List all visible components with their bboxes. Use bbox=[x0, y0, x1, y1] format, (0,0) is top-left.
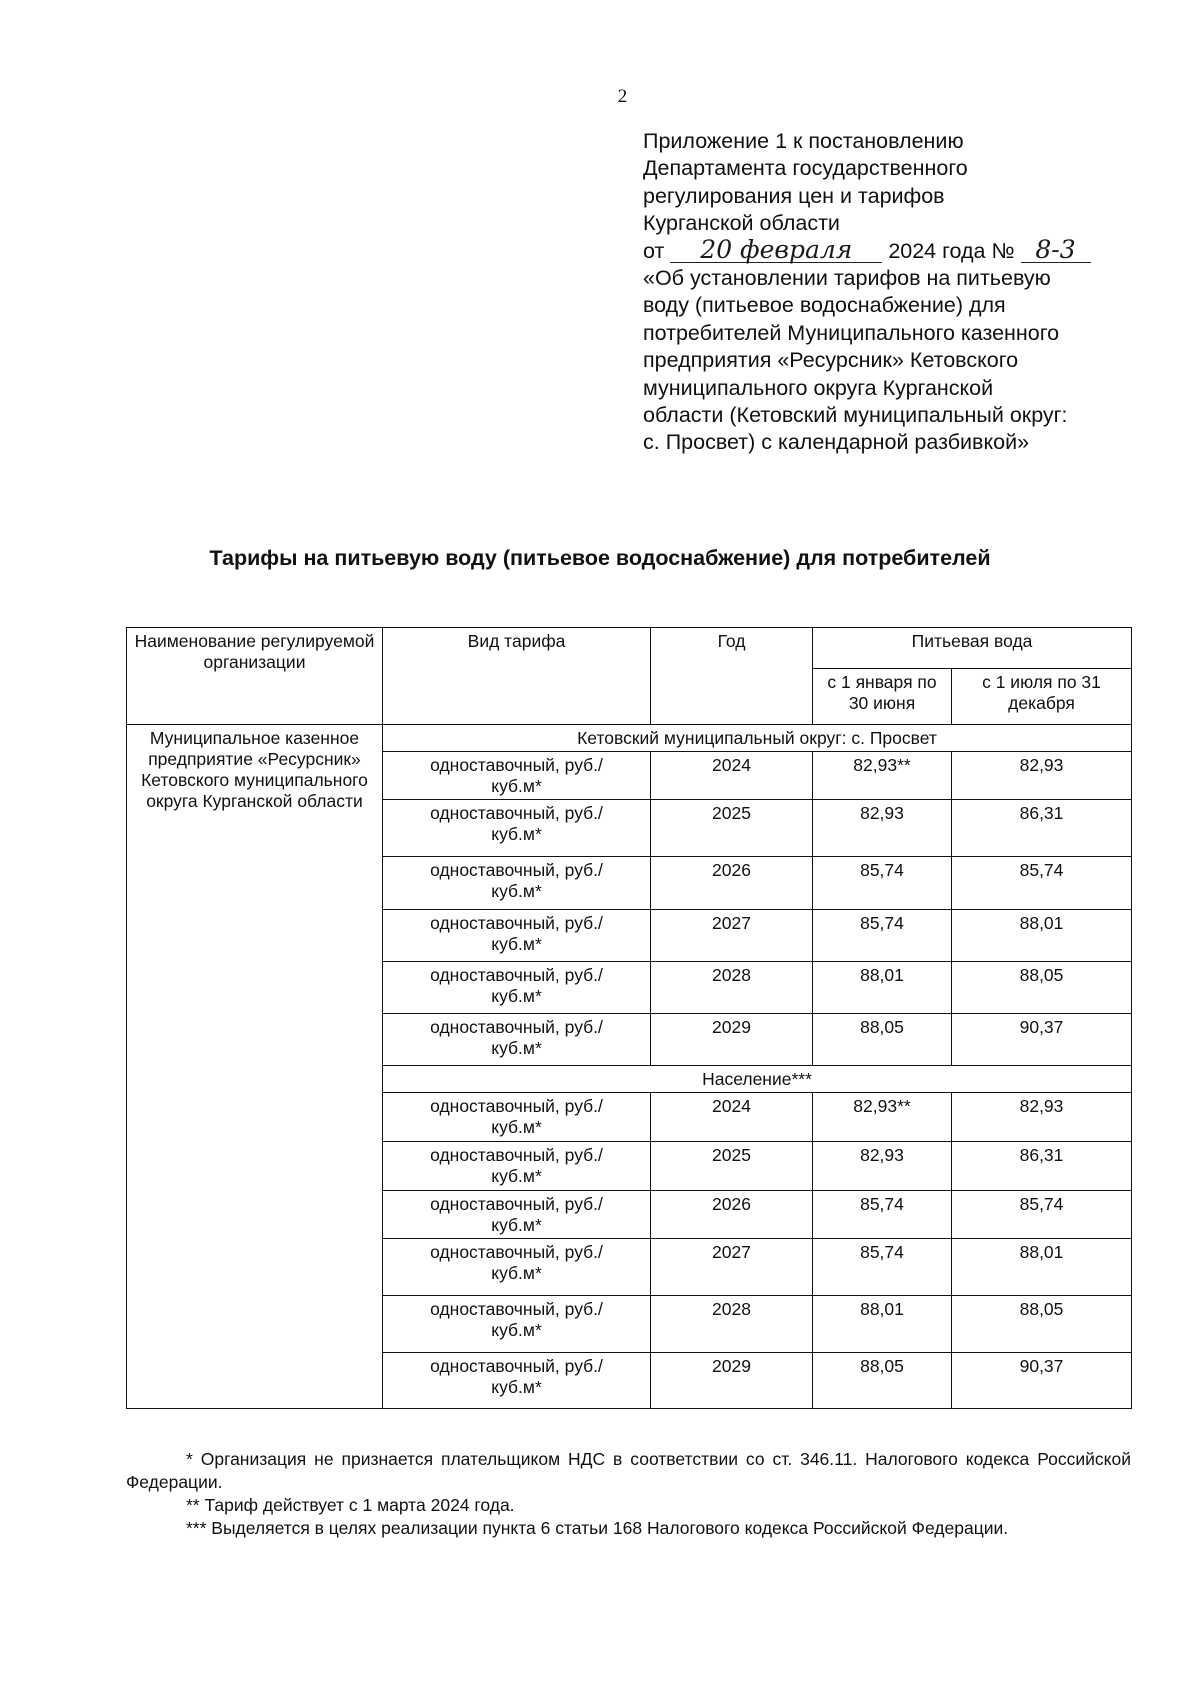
tariff-type-cell: одноставочный, руб./куб.м* bbox=[383, 800, 651, 857]
tariff-type-cell: одноставочный, руб./куб.м* bbox=[383, 1239, 651, 1296]
document-title: Тарифы на питьевую воду (питьевое водоснабжение) для потребителей bbox=[209, 546, 991, 570]
year-cell: 2027 bbox=[651, 1239, 813, 1296]
appendix-line: Приложение 1 к постановлению bbox=[643, 129, 964, 153]
header-year-label: Год bbox=[717, 631, 746, 651]
section-title: Население*** bbox=[383, 1066, 1132, 1093]
year-cell: 2025 bbox=[651, 800, 813, 857]
header-tariff-type-label: Вид тарифа bbox=[467, 631, 566, 651]
year-cell: 2029 bbox=[651, 1353, 813, 1409]
header-water bbox=[813, 628, 1132, 669]
second-half-value-cell: 86,31 bbox=[952, 800, 1132, 857]
tariff-type-cell: одноставочный, руб./куб.м* bbox=[383, 1142, 651, 1191]
year-cell: 2026 bbox=[651, 1191, 813, 1239]
footnote: *** Выделяется в целях реализации пункта 6 статьи 168 Налогового кодекса Российской Федерации. bbox=[186, 1518, 1009, 1538]
year-cell: 2025 bbox=[651, 1142, 813, 1191]
appendix-line: Курганской области bbox=[643, 211, 840, 236]
second-half-value-cell: 90,37 bbox=[952, 1014, 1132, 1066]
tariff-type-cell: одноставочный, руб./куб.м* bbox=[383, 1093, 651, 1142]
appendix-date-line bbox=[643, 234, 1153, 265]
first-half-value-cell: 88,01 bbox=[813, 962, 952, 1014]
second-half-value-cell: 88,01 bbox=[952, 1239, 1132, 1296]
tariff-type-cell: одноставочный, руб./куб.м* bbox=[383, 910, 651, 962]
header-org bbox=[127, 628, 383, 725]
first-half-value-cell: 85,74 bbox=[813, 1239, 952, 1296]
tariff-type-cell: одноставочный, руб./куб.м* bbox=[383, 962, 651, 1014]
appendix-title-line: «Об установлении тарифов на питьевую bbox=[643, 266, 1051, 291]
organization-cell: Муниципальное казенное предприятие «Ресурсник» Кетовского муниципального округа Курганской области bbox=[127, 725, 383, 1409]
year-cell: 2024 bbox=[651, 1093, 813, 1142]
appendix-title-line: области (Кетовский муниципальный округ: bbox=[643, 403, 1068, 428]
appendix-title-line: потребителей Муниципального казенного bbox=[643, 320, 1060, 345]
footnote: ** Тариф действует с 1 марта 2024 года. bbox=[186, 1495, 515, 1515]
handwritten-date: 20 февраля bbox=[670, 238, 882, 263]
header-period-1-label: с 1 января по 30 июня bbox=[827, 672, 937, 713]
appendix-title-line: муниципального округа Курганской bbox=[643, 375, 994, 400]
tariff-type-cell: одноставочный, руб./куб.м* bbox=[383, 752, 651, 800]
first-half-value-cell: 82,93 bbox=[813, 1142, 952, 1191]
header-period-2-label: с 1 июля по 31 декабря bbox=[982, 672, 1101, 713]
tariff-type-cell: одноставочный, руб./куб.м* bbox=[383, 1296, 651, 1353]
first-half-value-cell: 85,74 bbox=[813, 857, 952, 910]
year-cell: 2027 bbox=[651, 910, 813, 962]
header-org-label: Наименование регулируемой организации bbox=[134, 631, 375, 672]
first-half-value-cell: 88,05 bbox=[813, 1353, 952, 1409]
header-water-label: Питьевая вода bbox=[911, 631, 1033, 651]
header-period-2 bbox=[952, 669, 1132, 725]
handwritten-number: 8-3 bbox=[1021, 238, 1091, 263]
first-half-value-cell: 88,05 bbox=[813, 1014, 952, 1066]
appendix-title-line: предприятия «Ресурсник» Кетовского bbox=[643, 348, 1019, 373]
first-half-value-cell: 88,01 bbox=[813, 1296, 952, 1353]
appendix-line: Департамента государственного bbox=[643, 156, 968, 181]
table-header-row bbox=[127, 628, 1132, 669]
second-half-value-cell: 88,01 bbox=[952, 910, 1132, 962]
appendix-title-line: воду (питьевое водоснабжение) для bbox=[643, 293, 1006, 318]
footnote: * Организация не признается плательщиком НДС в соответствии со ст. 346.11. Налогового кодекса Российской Федерации. bbox=[126, 1449, 1131, 1492]
appendix-title-line: с. Просвет) с календарной разбивкой» bbox=[643, 430, 1030, 455]
section-row bbox=[127, 725, 1132, 752]
second-half-value-cell: 85,74 bbox=[952, 857, 1132, 910]
header-tariff-type bbox=[383, 628, 651, 725]
appendix-block bbox=[643, 128, 1153, 457]
tariff-type-cell: одноставочный, руб./куб.м* bbox=[383, 1191, 651, 1239]
second-half-value-cell: 86,31 bbox=[952, 1142, 1132, 1191]
second-half-value-cell: 90,37 bbox=[952, 1353, 1132, 1409]
tariff-type-cell: одноставочный, руб./куб.м* bbox=[383, 857, 651, 910]
second-half-value-cell: 85,74 bbox=[952, 1191, 1132, 1239]
appendix-line: регулирования цен и тарифов bbox=[643, 183, 945, 208]
first-half-value-cell: 85,74 bbox=[813, 1191, 952, 1239]
year-cell: 2028 bbox=[651, 962, 813, 1014]
tariff-type-cell: одноставочный, руб./куб.м* bbox=[383, 1353, 651, 1409]
header-year bbox=[651, 628, 813, 725]
header-period-1 bbox=[813, 669, 952, 725]
first-half-value-cell: 85,74 bbox=[813, 910, 952, 962]
tariff-type-cell: одноставочный, руб./куб.м* bbox=[383, 1014, 651, 1066]
first-half-value-cell: 82,93 bbox=[813, 800, 952, 857]
second-half-value-cell: 82,93 bbox=[952, 1093, 1132, 1142]
second-half-value-cell: 88,05 bbox=[952, 1296, 1132, 1353]
section-title: Кетовский муниципальный округ: с. Просвет bbox=[383, 725, 1132, 752]
page-number: 2 bbox=[617, 86, 628, 107]
first-half-value-cell: 82,93** bbox=[813, 752, 952, 800]
year-cell: 2029 bbox=[651, 1014, 813, 1066]
year-cell: 2026 bbox=[651, 857, 813, 910]
year-cell: 2028 bbox=[651, 1296, 813, 1353]
date-prefix: от bbox=[643, 238, 665, 263]
first-half-value-cell: 82,93** bbox=[813, 1093, 952, 1142]
year-cell: 2024 bbox=[651, 752, 813, 800]
tariff-table bbox=[126, 627, 1132, 1409]
footnotes bbox=[126, 1448, 1131, 1540]
year-text: 2024 года № bbox=[888, 238, 1015, 263]
second-half-value-cell: 82,93 bbox=[952, 752, 1132, 800]
second-half-value-cell: 88,05 bbox=[952, 962, 1132, 1014]
